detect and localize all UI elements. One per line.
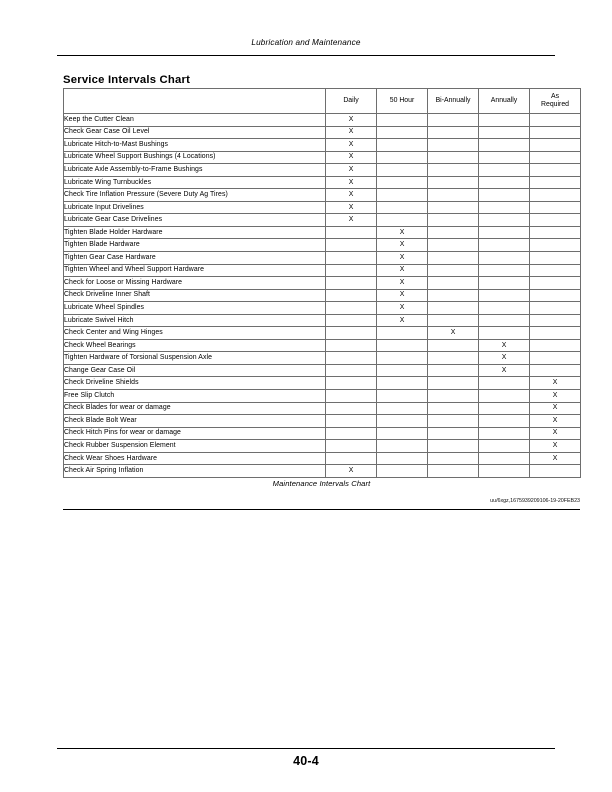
interval-mark-cell <box>428 465 479 478</box>
table-row <box>64 239 581 252</box>
table-row <box>64 440 581 453</box>
interval-mark-cell <box>479 390 530 403</box>
table-header <box>64 89 581 114</box>
interval-mark-cell <box>428 339 479 352</box>
interval-mark-cell <box>530 314 581 327</box>
interval-mark-cell <box>428 214 479 227</box>
interval-mark-cell: X <box>326 465 377 478</box>
interval-mark-cell <box>377 327 428 340</box>
table-row <box>64 415 581 428</box>
task-name-cell: Check Gear Case Oil Level <box>64 126 326 139</box>
header-divider <box>57 55 555 56</box>
figure-reference-divider <box>63 509 580 510</box>
table-row <box>64 226 581 239</box>
interval-mark-cell: X <box>428 327 479 340</box>
interval-mark-cell <box>428 452 479 465</box>
interval-mark-cell: X <box>530 402 581 415</box>
task-name-cell: Check Hitch Pins for wear or damage <box>64 427 326 440</box>
interval-mark-cell <box>428 189 479 202</box>
interval-mark-cell <box>530 289 581 302</box>
interval-mark-cell <box>326 452 377 465</box>
interval-mark-cell <box>377 139 428 152</box>
task-name-cell: Tighten Blade Hardware <box>64 239 326 252</box>
interval-mark-cell <box>428 440 479 453</box>
task-name-cell: Lubricate Axle Assembly-to-Frame Bushings <box>64 164 326 177</box>
interval-mark-cell <box>326 226 377 239</box>
interval-mark-cell: X <box>326 176 377 189</box>
interval-mark-cell <box>479 302 530 315</box>
interval-mark-cell <box>428 302 479 315</box>
interval-mark-cell: X <box>530 415 581 428</box>
interval-mark-cell <box>377 164 428 177</box>
interval-mark-cell <box>428 226 479 239</box>
task-name-cell: Tighten Blade Holder Hardware <box>64 226 326 239</box>
table-row <box>64 264 581 277</box>
interval-mark-cell <box>428 377 479 390</box>
task-name-cell: Check Wheel Bearings <box>64 339 326 352</box>
interval-mark-cell <box>428 390 479 403</box>
interval-mark-cell <box>428 427 479 440</box>
table-row <box>64 114 581 127</box>
figure-reference-code: uu/6xgz,1675939209106-19-20FEB23 <box>490 498 580 504</box>
interval-mark-cell <box>530 252 581 265</box>
interval-mark-cell <box>479 239 530 252</box>
interval-mark-cell <box>326 239 377 252</box>
task-name-cell: Lubricate Hitch-to-Mast Bushings <box>64 139 326 152</box>
column-header-daily: Daily <box>326 89 377 114</box>
column-header-annually: Annually <box>479 89 530 114</box>
interval-mark-cell <box>530 176 581 189</box>
task-name-cell: Free Slip Clutch <box>64 390 326 403</box>
task-name-cell: Check Air Spring Inflation <box>64 465 326 478</box>
interval-mark-cell <box>377 176 428 189</box>
interval-mark-cell <box>377 427 428 440</box>
interval-mark-cell <box>326 390 377 403</box>
interval-mark-cell: X <box>530 390 581 403</box>
table-row <box>64 390 581 403</box>
interval-mark-cell: X <box>530 452 581 465</box>
interval-mark-cell <box>428 114 479 127</box>
interval-mark-cell <box>479 327 530 340</box>
interval-mark-cell <box>428 252 479 265</box>
interval-mark-cell: X <box>377 239 428 252</box>
interval-mark-cell: X <box>377 302 428 315</box>
table-row <box>64 314 581 327</box>
task-name-cell: Check Driveline Inner Shaft <box>64 289 326 302</box>
interval-mark-cell <box>377 402 428 415</box>
interval-mark-cell <box>428 264 479 277</box>
page-title: Service Intervals Chart <box>63 73 191 86</box>
interval-mark-cell <box>479 277 530 290</box>
interval-mark-cell: X <box>326 214 377 227</box>
interval-mark-cell <box>479 214 530 227</box>
interval-mark-cell <box>530 465 581 478</box>
interval-mark-cell <box>428 139 479 152</box>
interval-mark-cell <box>479 189 530 202</box>
interval-mark-cell <box>326 277 377 290</box>
table-row <box>64 139 581 152</box>
interval-mark-cell <box>326 402 377 415</box>
interval-mark-cell: X <box>377 314 428 327</box>
column-header-task <box>64 89 326 114</box>
interval-mark-cell <box>377 201 428 214</box>
table-header-row <box>64 89 581 114</box>
service-intervals-table <box>63 88 581 478</box>
interval-mark-cell <box>479 252 530 265</box>
interval-mark-cell: X <box>377 277 428 290</box>
page-number: 40-4 <box>293 754 319 768</box>
interval-mark-cell <box>530 352 581 365</box>
interval-mark-cell <box>326 289 377 302</box>
interval-mark-cell <box>530 164 581 177</box>
interval-mark-cell: X <box>479 352 530 365</box>
interval-mark-cell <box>428 151 479 164</box>
interval-mark-cell <box>530 302 581 315</box>
interval-mark-cell <box>428 289 479 302</box>
interval-mark-cell <box>530 364 581 377</box>
table-row <box>64 339 581 352</box>
interval-mark-cell <box>530 277 581 290</box>
interval-mark-cell <box>530 264 581 277</box>
task-name-cell: Check Rubber Suspension Element <box>64 440 326 453</box>
interval-mark-cell <box>479 289 530 302</box>
table-row <box>64 189 581 202</box>
interval-mark-cell <box>326 327 377 340</box>
task-name-cell: Tighten Gear Case Hardware <box>64 252 326 265</box>
table-row <box>64 327 581 340</box>
interval-mark-cell: X <box>377 264 428 277</box>
interval-mark-cell <box>530 151 581 164</box>
interval-mark-cell: X <box>530 440 581 453</box>
interval-mark-cell <box>326 440 377 453</box>
interval-mark-cell <box>479 201 530 214</box>
interval-mark-cell <box>377 126 428 139</box>
interval-mark-cell: X <box>326 164 377 177</box>
interval-mark-cell <box>377 452 428 465</box>
interval-mark-cell <box>428 402 479 415</box>
interval-mark-cell: X <box>326 189 377 202</box>
interval-mark-cell <box>377 390 428 403</box>
interval-mark-cell <box>530 226 581 239</box>
interval-mark-cell <box>479 264 530 277</box>
table-row <box>64 214 581 227</box>
task-name-cell: Check for Loose or Missing Hardware <box>64 277 326 290</box>
interval-mark-cell <box>377 364 428 377</box>
interval-mark-cell: X <box>326 114 377 127</box>
task-name-cell: Lubricate Wheel Spindles <box>64 302 326 315</box>
interval-mark-cell: X <box>326 126 377 139</box>
table-row <box>64 277 581 290</box>
interval-mark-cell <box>479 126 530 139</box>
interval-mark-cell <box>530 239 581 252</box>
interval-mark-cell <box>428 239 479 252</box>
interval-mark-cell <box>377 151 428 164</box>
interval-mark-cell <box>377 214 428 227</box>
task-name-cell: Lubricate Wing Turnbuckles <box>64 176 326 189</box>
interval-mark-cell: X <box>479 339 530 352</box>
task-name-cell: Check Tire Inflation Pressure (Severe Duty Ag Tires) <box>64 189 326 202</box>
table-row <box>64 126 581 139</box>
interval-mark-cell <box>326 302 377 315</box>
interval-mark-cell: X <box>377 289 428 302</box>
interval-mark-cell <box>530 126 581 139</box>
interval-mark-cell <box>530 201 581 214</box>
interval-mark-cell: X <box>530 427 581 440</box>
interval-mark-cell <box>530 189 581 202</box>
table-row <box>64 452 581 465</box>
interval-mark-cell <box>428 352 479 365</box>
interval-mark-cell <box>428 314 479 327</box>
figure-caption: Maintenance Intervals Chart <box>272 479 371 488</box>
interval-mark-cell <box>326 339 377 352</box>
interval-mark-cell <box>326 252 377 265</box>
interval-mark-cell <box>479 164 530 177</box>
interval-mark-cell: X <box>530 377 581 390</box>
interval-mark-cell <box>377 440 428 453</box>
interval-mark-cell: X <box>377 226 428 239</box>
interval-mark-cell <box>479 314 530 327</box>
interval-mark-cell <box>530 339 581 352</box>
table-row <box>64 151 581 164</box>
interval-mark-cell <box>428 201 479 214</box>
table-row <box>64 427 581 440</box>
task-name-cell: Tighten Wheel and Wheel Support Hardware <box>64 264 326 277</box>
interval-mark-cell <box>377 114 428 127</box>
interval-mark-cell <box>479 176 530 189</box>
interval-mark-cell <box>326 364 377 377</box>
interval-mark-cell <box>428 364 479 377</box>
interval-mark-cell <box>377 377 428 390</box>
interval-mark-cell <box>479 402 530 415</box>
interval-mark-cell <box>377 352 428 365</box>
task-name-cell: Change Gear Case Oil <box>64 364 326 377</box>
service-intervals-table-wrapper <box>63 88 580 478</box>
interval-mark-cell <box>428 277 479 290</box>
interval-mark-cell <box>377 339 428 352</box>
interval-mark-cell <box>326 427 377 440</box>
table-row <box>64 364 581 377</box>
table-row <box>64 201 581 214</box>
interval-mark-cell <box>530 114 581 127</box>
footer-divider <box>57 748 555 749</box>
interval-mark-cell <box>530 327 581 340</box>
interval-mark-cell <box>530 139 581 152</box>
table-row <box>64 302 581 315</box>
interval-mark-cell <box>326 415 377 428</box>
interval-mark-cell <box>479 440 530 453</box>
interval-mark-cell <box>326 314 377 327</box>
interval-mark-cell <box>326 352 377 365</box>
table-row <box>64 164 581 177</box>
interval-mark-cell <box>377 415 428 428</box>
table-row <box>64 252 581 265</box>
task-name-cell: Check Blades for wear or damage <box>64 402 326 415</box>
interval-mark-cell <box>479 377 530 390</box>
table-row <box>64 289 581 302</box>
interval-mark-cell <box>377 465 428 478</box>
interval-mark-cell <box>479 452 530 465</box>
column-header-bi-annually: Bi-Annually <box>428 89 479 114</box>
table-row <box>64 176 581 189</box>
interval-mark-cell <box>428 176 479 189</box>
interval-mark-cell <box>479 415 530 428</box>
task-name-cell: Keep the Cutter Clean <box>64 114 326 127</box>
table-row <box>64 402 581 415</box>
interval-mark-cell <box>377 189 428 202</box>
interval-mark-cell <box>428 415 479 428</box>
interval-mark-cell: X <box>326 139 377 152</box>
task-name-cell: Lubricate Gear Case Drivelines <box>64 214 326 227</box>
interval-mark-cell <box>326 264 377 277</box>
interval-mark-cell <box>326 377 377 390</box>
interval-mark-cell <box>479 114 530 127</box>
interval-mark-cell <box>479 427 530 440</box>
table-row <box>64 377 581 390</box>
column-header-as-required: As Required <box>530 89 581 114</box>
task-name-cell: Check Blade Bolt Wear <box>64 415 326 428</box>
task-name-cell: Lubricate Wheel Support Bushings (4 Locations) <box>64 151 326 164</box>
interval-mark-cell: X <box>326 151 377 164</box>
column-header-50-hour: 50 Hour <box>377 89 428 114</box>
task-name-cell: Lubricate Input Drivelines <box>64 201 326 214</box>
task-name-cell: Tighten Hardware of Torsional Suspension Axle <box>64 352 326 365</box>
running-header: Lubrication and Maintenance <box>251 38 361 47</box>
interval-mark-cell <box>428 126 479 139</box>
interval-mark-cell <box>479 465 530 478</box>
interval-mark-cell <box>530 214 581 227</box>
table-row <box>64 465 581 478</box>
interval-mark-cell <box>479 226 530 239</box>
task-name-cell: Check Wear Shoes Hardware <box>64 452 326 465</box>
interval-mark-cell <box>479 139 530 152</box>
interval-mark-cell <box>428 164 479 177</box>
table-body <box>64 114 581 478</box>
interval-mark-cell: X <box>326 201 377 214</box>
interval-mark-cell: X <box>479 364 530 377</box>
table-row <box>64 352 581 365</box>
task-name-cell: Check Center and Wing Hinges <box>64 327 326 340</box>
interval-mark-cell: X <box>377 252 428 265</box>
task-name-cell: Check Driveline Shields <box>64 377 326 390</box>
interval-mark-cell <box>479 151 530 164</box>
task-name-cell: Lubricate Swivel Hitch <box>64 314 326 327</box>
